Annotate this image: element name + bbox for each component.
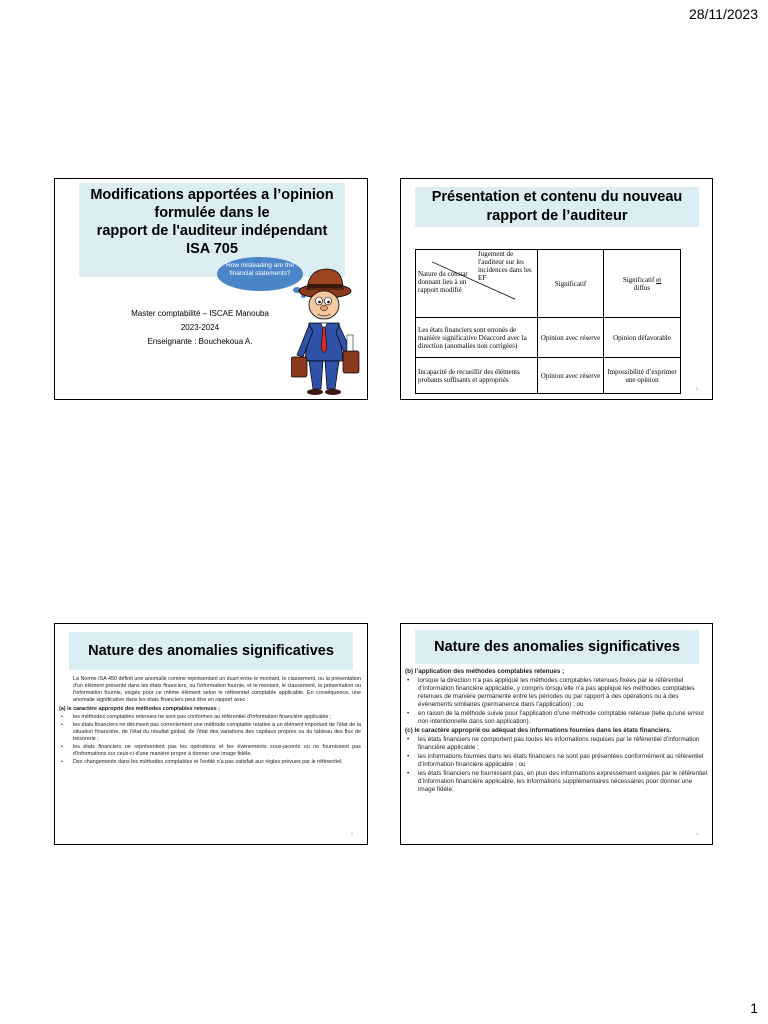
course-name: Master comptabilité – ISCAE Manouba [131, 309, 269, 318]
teacher-name: Enseignante : Bouchekoua A. [147, 337, 253, 346]
list-item: • les états financiers ne comportent pas toutes les informations requises par le référentiel d’information financière applicable ; [405, 736, 711, 752]
list-item: • en raison de la méthode suivie pour l’application d’une méthode comptable retenue (telle qu’une erreur non intentionnelle dans son application). [405, 710, 711, 726]
slide-3-list [59, 714, 363, 766]
audit-opinion-table [415, 249, 681, 394]
course-info [115, 307, 285, 349]
table-header-row [416, 250, 681, 318]
slide-3 [54, 623, 368, 845]
list-item: • les états financiers ne représentent pas les opérations et les évènements sous-jacents ou ne fournissent pas d'informations sur ceux-ci d'une manière propre à donner une image fidèle. [59, 744, 363, 758]
thought-bubble-text: How misleading are the financial statements? [226, 262, 294, 277]
page-number: 1 [750, 1000, 758, 1016]
slide-4-list-b [405, 677, 711, 726]
table-cell: Opinion défavorable [604, 318, 681, 358]
slide-number: 2 [695, 386, 698, 391]
table-corner-cell [416, 250, 538, 318]
academic-year: 2023-2024 [180, 323, 220, 332]
slide-number: 3 [350, 831, 353, 836]
slide-4 [400, 623, 713, 845]
page-date: 28/11/2023 [688, 6, 758, 22]
slide-4-list-c [405, 736, 711, 794]
slide-2-title [415, 187, 699, 227]
table-corner-top: Jugement de l'auditeur sur les incidences dans les EF [478, 250, 532, 282]
table-row [416, 318, 681, 358]
table-col-header: Significatif [538, 250, 604, 318]
slide-4-section-c: (c) le caractère approprié ou adéquat des informations fournies dans les états financiers. [405, 727, 672, 734]
table-cell: Opinion avec réserve [538, 358, 604, 394]
table-row-label: Incapacité de recueillir des éléments probants suffisants et appropriés [416, 358, 538, 394]
slide-3-title: Nature des anomalies significatives [69, 632, 353, 670]
slide-3-body [59, 676, 363, 767]
slide-3-intro: La Norme ISA 450 définit une anomalie comme représentant un écart entre le montant, le classement, ou la présentation d'un élément présenté dans les états financiers, ou l'information fournie, et le montant, le classement, la présentation ou l'information fournie, exigés pour ce même élément selon le référentiel comptable applicable. En conséquence, une anomalie significative dans les états financiers peut être en rapport avec : [73, 676, 361, 703]
list-item: • les informations fournies dans les états financiers ne sont pas présentées conformément au référentiel d’information financière applicable ; ou [405, 753, 711, 769]
slide-4-body [405, 667, 711, 795]
table-corner-bottom: Nature du constat donnant lieu à un rapport modifié [418, 270, 468, 294]
slide-3-section: (a) le caractère approprié des méthodes comptables retenues ; [59, 706, 220, 712]
slide-1-title-line: Modifications apportées a l’opinion [90, 187, 334, 203]
slide-2 [400, 178, 713, 400]
table-col-header [604, 250, 681, 318]
table-col-header-part: et [656, 275, 662, 284]
list-item: • les états financiers ne décrivent pas correctement une méthode comptable relative à un élément important de l'état de la situation financière, de l'état du résultat global, de l'état des variations des capitaux propres ou du tableau des flux de trésorerie ; [59, 722, 363, 743]
list-item: • les états financiers ne fournissent pas, en plus des informations expressément exigées par le référentiel d’information financière applicable, les informations supplémentaires nécessaires pour donner une image fidèle. [405, 770, 711, 794]
slide-2-title-line: Présentation et contenu du nouveau [431, 189, 683, 205]
slide-1-title-line: formulée dans le [154, 205, 270, 221]
slide-1-title-line: rapport de l'auditeur indépendant [96, 223, 328, 239]
list-item: • les méthodes comptables retenues ne sont pas conformes au référentiel d'information financière applicable ; [59, 714, 363, 721]
list-item: • Des changements dans les méthodes comptables et l'entité n'a pas satisfait aux règles prévues par le référentiel. [59, 759, 363, 766]
slide-number: 4 [695, 831, 698, 836]
table-cell: Opinion avec réserve [538, 318, 604, 358]
slide-1-title-line: ISA 705 [186, 241, 238, 257]
table-col-header-part: diffus [633, 283, 651, 292]
table-col-header-part: Significatif [622, 275, 657, 284]
table-cell: Impossibilité d’exprimer une opinion [604, 358, 681, 394]
table-row [416, 358, 681, 394]
table-row-label: Les états financiers sont erronés de manière significative Déaccord avec la direction (anomalies non corrigées) [416, 318, 538, 358]
slide-1-title [79, 183, 345, 277]
list-item: • lorsque la direction n’a pas appliqué les méthodes comptables retenues fixées par le référentiel d’information financière applicable, y compris lorsqu’elle n’a pas appliqué les méthodes comptables retenues de manière permanente entre les périodes ou par rapport à des opérations ou à des évènements similaires (permanence dans l’application) ; ou [405, 677, 711, 709]
slide-4-section-b: (b) l’application des méthodes comptables retenues ; [405, 668, 565, 675]
slide-2-title-line: rapport de l’auditeur [486, 208, 628, 224]
businessman-illustration-icon [291, 265, 367, 397]
slide-1 [54, 178, 368, 400]
slide-4-title: Nature des anomalies significatives [415, 630, 699, 664]
